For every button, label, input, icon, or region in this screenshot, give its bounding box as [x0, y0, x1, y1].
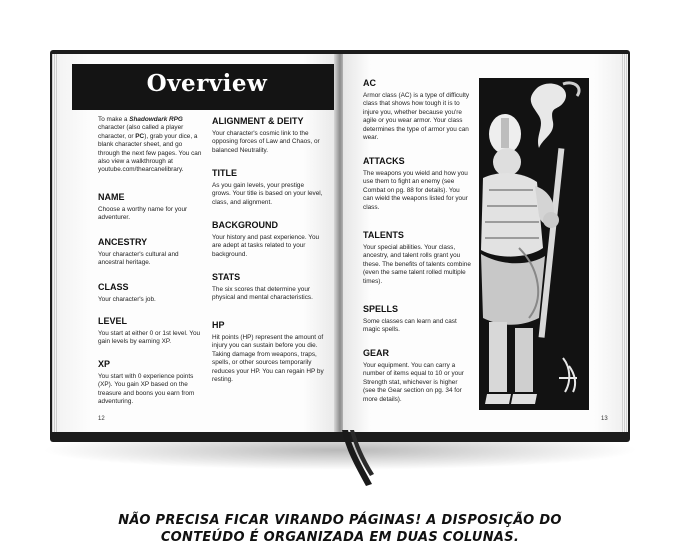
- section-attacks: [363, 156, 471, 212]
- section-heading: TITLE: [212, 168, 237, 178]
- section-text: Your equipment. You can carry a number of items equal to 10 or your Strength stat, whichever is higher (see the Gear section on pg. 34 for more details).: [363, 362, 464, 403]
- section-text: The weapons you wield and how you use them to fight an enemy (see Combat on pg. 88 for details). You can wield the weapons listed for your class.: [363, 170, 468, 211]
- section-heading: NAME: [98, 192, 125, 202]
- armored-warrior-with-torch-illustration: [479, 78, 589, 410]
- section-title: [212, 168, 324, 207]
- section-heading: TALENTS: [363, 230, 404, 240]
- section-heading: BACKGROUND: [212, 220, 278, 230]
- section-ac: [363, 78, 471, 142]
- intro-paragraph: [98, 116, 202, 175]
- section-heading: GEAR: [363, 348, 390, 358]
- section-text: Your history and past experience. You are adept at tasks related to your background.: [212, 234, 320, 258]
- section-text: Your character's job.: [98, 296, 156, 303]
- ribbon-strand: [342, 430, 372, 486]
- bookmark-ribbon: [336, 430, 376, 488]
- left-column-1: [98, 116, 202, 406]
- section-text: As you gain levels, your prestige grows. Your title is based on your level, class, and alignment.: [212, 182, 323, 206]
- section-ancestry: [98, 237, 202, 268]
- left-page: [58, 54, 337, 432]
- section-talents: [363, 230, 471, 286]
- gauntlet: [543, 212, 559, 228]
- section-text: You start with 0 experience points (XP). You gain XP based on the treasure and boons you earn from adventuring.: [98, 373, 195, 406]
- section-text: The six scores that determine your physical and mental characteristics.: [212, 286, 313, 302]
- overview-banner: [72, 64, 337, 110]
- section-text: Your character's cultural and ancestral heritage.: [98, 251, 179, 267]
- page-number-left: 12: [98, 416, 105, 422]
- warrior-head: [493, 148, 521, 176]
- page-title: Overview: [146, 70, 268, 97]
- page-number-right: 13: [601, 416, 608, 422]
- section-text: Some classes can learn and cast magic spells.: [363, 318, 457, 334]
- section-heading: HP: [212, 320, 225, 330]
- torch-flame: [531, 84, 566, 148]
- section-heading: ANCESTRY: [98, 237, 148, 247]
- intro-text: ), grab your dice, a blank character sheet, and go through the next few pages. You can also view a walkthrough at youtube.com/thearcanelibrary.: [98, 132, 202, 174]
- section-heading: AC: [363, 78, 376, 88]
- section-stats: [212, 272, 324, 303]
- section-name: [98, 192, 202, 223]
- section-spells: [363, 304, 471, 335]
- promo-caption: [0, 512, 680, 546]
- publisher-emblem: [559, 358, 577, 392]
- section-heading: LEVEL: [98, 316, 128, 326]
- section-gear: [363, 348, 471, 404]
- warrior-leg-left: [489, 322, 507, 392]
- intro-pc: PC: [135, 132, 145, 140]
- boot-right: [511, 394, 537, 404]
- section-background: [212, 220, 324, 259]
- section-heading: ATTACKS: [363, 156, 405, 166]
- tasset-armor: [481, 254, 545, 325]
- caption-line-1: NÃO PRECISA FICAR VIRANDO PÁGINAS! A DISPOSIÇÃO DO: [118, 513, 562, 528]
- section-heading: CLASS: [98, 282, 129, 292]
- section-heading: XP: [98, 359, 111, 369]
- section-text: Hit points (HP) represent the amount of injury you can sustain before you die. Taking damage from weapons, traps, spells, or other sources temporarily reduces your HP. You can regain HP by resting.: [212, 334, 324, 384]
- warrior-leg-right: [515, 328, 533, 392]
- intro-text: To make a: [98, 116, 130, 123]
- section-text: Armor class (AC) is a type of difficulty class that shows how tough it is to injure you, whether because you're agile or you wear armor. Your class determines the type of armor you can wear.: [363, 92, 470, 142]
- boot-left: [485, 394, 511, 404]
- section-text: Your character's cosmic link to the opposing forces of Law and Chaos, or balanced Neutrality.: [212, 130, 320, 154]
- section-heading: ALIGNMENT & DEITY: [212, 116, 304, 126]
- section-alignment: [212, 116, 324, 155]
- section-text: You start at either 0 or 1st level. You gain levels by earning XP.: [98, 330, 201, 346]
- chest-armor: [481, 173, 543, 257]
- caption-line-2: CONTEÚDO É ORGANIZADA EM DUAS COLUNAS.: [160, 530, 520, 545]
- right-page: [343, 54, 622, 432]
- helmet-crest: [501, 118, 509, 148]
- section-heading: SPELLS: [363, 304, 399, 314]
- section-level: [98, 316, 202, 347]
- intro-text: character (also called a player character, or: [98, 124, 184, 140]
- section-text: Choose a worthy name for your adventurer.: [98, 206, 188, 222]
- intro-game-name: Shadowdark RPG: [129, 116, 183, 123]
- section-heading: STATS: [212, 272, 241, 282]
- section-class: [98, 282, 202, 304]
- section-text: Your special abilities. Your class, ancestry, and talent rolls grant you these. The benefits of talents combine (even the same talent rolled multiple times).: [363, 244, 471, 285]
- section-hp: [212, 320, 324, 384]
- section-xp: [98, 359, 202, 407]
- warrior-illustration-svg: [479, 78, 589, 410]
